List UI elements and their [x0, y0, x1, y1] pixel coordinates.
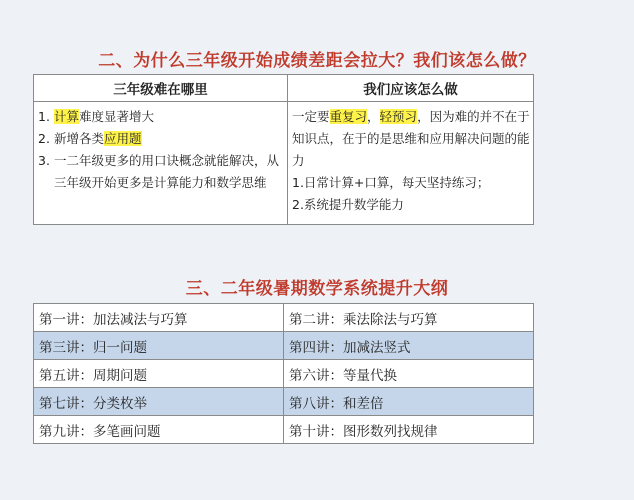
- lesson-cell: 第九讲：多笔画问题: [34, 416, 284, 444]
- list-item: 1. 计算难度显著增大: [38, 109, 155, 124]
- lesson-cell: 第五讲：周期问题: [34, 360, 284, 388]
- lesson-cell: 第一讲：加法减法与巧算: [34, 304, 284, 332]
- lesson-cell: 第二讲：乘法除法与巧算: [284, 304, 534, 332]
- action-paragraph: 一定要重复习，轻预习，因为难的并不在于知识点，在于的是思维和应用解决问题的能力: [292, 109, 530, 168]
- difficulty-table: [33, 74, 534, 225]
- lesson-cell: 第七讲：分类枚举: [34, 388, 284, 416]
- list-item: 2. 新增各类应用题: [38, 131, 142, 146]
- lesson-cell: 第六讲：等量代换: [284, 360, 534, 388]
- section-title-why: 二、为什么三年级开始成绩差距会拉大？我们该怎么做？: [98, 51, 536, 71]
- column-header-difficulty: 三年级难在哪里: [34, 75, 288, 102]
- highlight-text: 重复习: [329, 109, 368, 124]
- column-header-action: 我们应该怎么做: [288, 75, 534, 102]
- lesson-cell: 第十讲：图形数列找规律: [284, 416, 534, 444]
- highlight-text: 应用题: [104, 131, 142, 146]
- action-line: 2.系统提升数学能力: [292, 197, 404, 212]
- difficulty-cell: [34, 102, 288, 225]
- lesson-cell: 第三讲：归一问题: [34, 332, 284, 360]
- list-item: 3. 一二年级更多的用口诀概念就能解决，从三年级开始更多是计算能力和数学思维: [38, 153, 280, 190]
- section-title-outline: 三、二年级暑期数学系统提升大纲: [185, 279, 449, 299]
- table-row: [34, 360, 534, 388]
- table-row: [34, 416, 534, 444]
- table-row: [34, 388, 534, 416]
- lesson-cell: 第八讲：和差倍: [284, 388, 534, 416]
- highlight-text: 轻预习: [379, 109, 418, 124]
- highlight-text: 计算: [54, 109, 80, 124]
- lesson-cell: 第四讲：加减法竖式: [284, 332, 534, 360]
- table-row: [34, 332, 534, 360]
- action-line: 1.日常计算+口算，每天坚持练习；: [292, 175, 490, 190]
- action-cell: [288, 102, 534, 225]
- outline-table: [33, 303, 534, 444]
- table-row: [34, 304, 534, 332]
